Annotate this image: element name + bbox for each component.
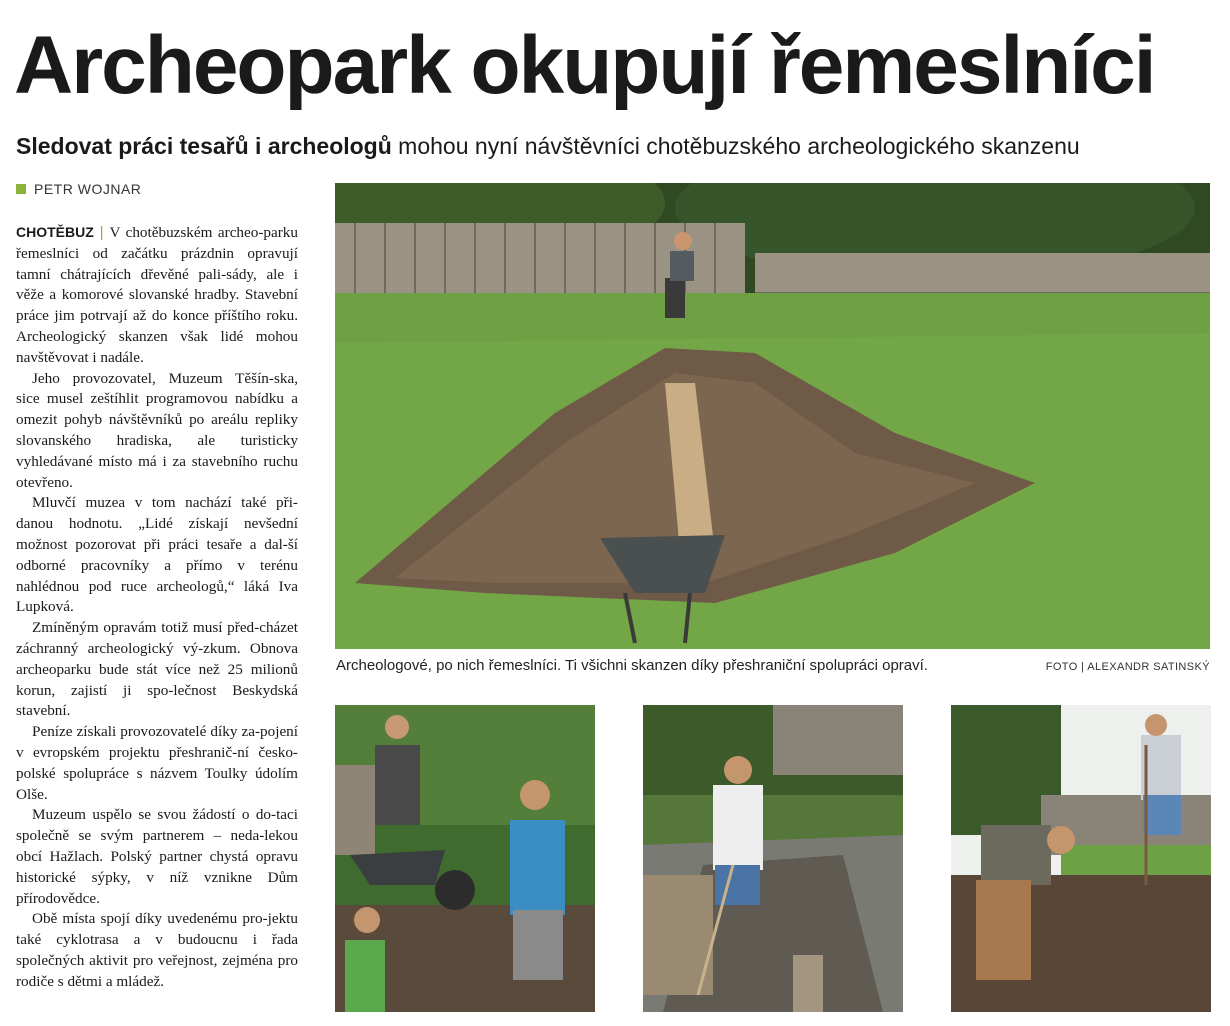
subheadline-bold: Sledovat práci tesařů i archeologů [16, 133, 392, 159]
article-paragraph-text: V chotěbuzském archeo-parku řemeslníci od začátku prázdnin opravují tamní chátrajících dřevěné pali-sády, ale i věže a komorové slovanské hradby. Stavební práce jim potrvají až do konce příštího roku. Archeologický skanzen však lidé mohou navštěvovat i nadále. [16, 224, 298, 366]
article-paragraph: Obě místa spojí díky uvedenému pro-jektu také cyklotrasa a v budoucnu i řada společných aktivit pro veřejnost, zejména pro rodiče s dětmi a mládež. [16, 910, 298, 990]
subheadline [16, 131, 1216, 161]
photo-credit: FOTO | ALEXANDR SATINSKÝ [1045, 661, 1210, 673]
photo-workers-wheelbarrow [335, 705, 595, 1012]
article-paragraph: Mluvčí muzea v tom nachází také při-danou hodnotu. „Lidé získají nevšední možnost pozorovat při práci tesaře a dal-ší odborné pracovníky a přímo v terénu nahlédnou pod ruce archeologů,“ láká Iva Lupková. [16, 494, 298, 616]
article-paragraph [16, 222, 298, 369]
dateline: CHOTĚBUZ [16, 224, 94, 240]
article-paragraph: Muzeum uspělo se svou žádostí o do-taci společně se svým partnerem – neda-lekou obcí Hažlach. Polský partner chystá opravu historické sýpky, v níž vznikne Dům přírodovědce. [16, 806, 298, 907]
photo-digging-trench [951, 705, 1211, 1012]
article-paragraph: Jeho provozovatel, Muzeum Těšín-ska, sice musel zeštíhlit programovou nabídku a omezit pohyb návštěvníků po areálu repliky slovanského hradiska, ale turisticky vyhledávané místo má i za stavebního ruchu otevřeno. [16, 369, 298, 491]
article-paragraph: Zmíněným opravám totiž musí před-cházet záchranný archeologický vý-zkum. Obnova archeoparku bude stát více než 25 milionů korun, zajistí ji spo-lečnost Beskydská stavební. [16, 619, 298, 720]
article-paragraph: Peníze získali provozovatelé díky za-pojení v evropském projektu přeshranič-ní česko-polské spolupráce s názvem Toulky údolím Olše. [16, 723, 298, 803]
dateline-separator: | [93, 224, 110, 241]
subheadline-rest: mohou nyní návštěvníci chotěbuzského archeologického skanzenu [391, 133, 1080, 159]
main-photo-caption: Archeologové, po nich řemeslníci. Ti všichni skanzen díky přeshraniční spolupráci opraví. [336, 657, 928, 674]
byline-author: PETR WOJNAR [34, 181, 142, 197]
photo-worker-trench-posts [643, 705, 903, 1012]
byline [16, 181, 141, 197]
byline-square-icon [16, 184, 26, 194]
main-photo [335, 183, 1210, 649]
article-body [16, 222, 298, 992]
headline: Archeopark okupují řemeslníci [14, 20, 1155, 111]
